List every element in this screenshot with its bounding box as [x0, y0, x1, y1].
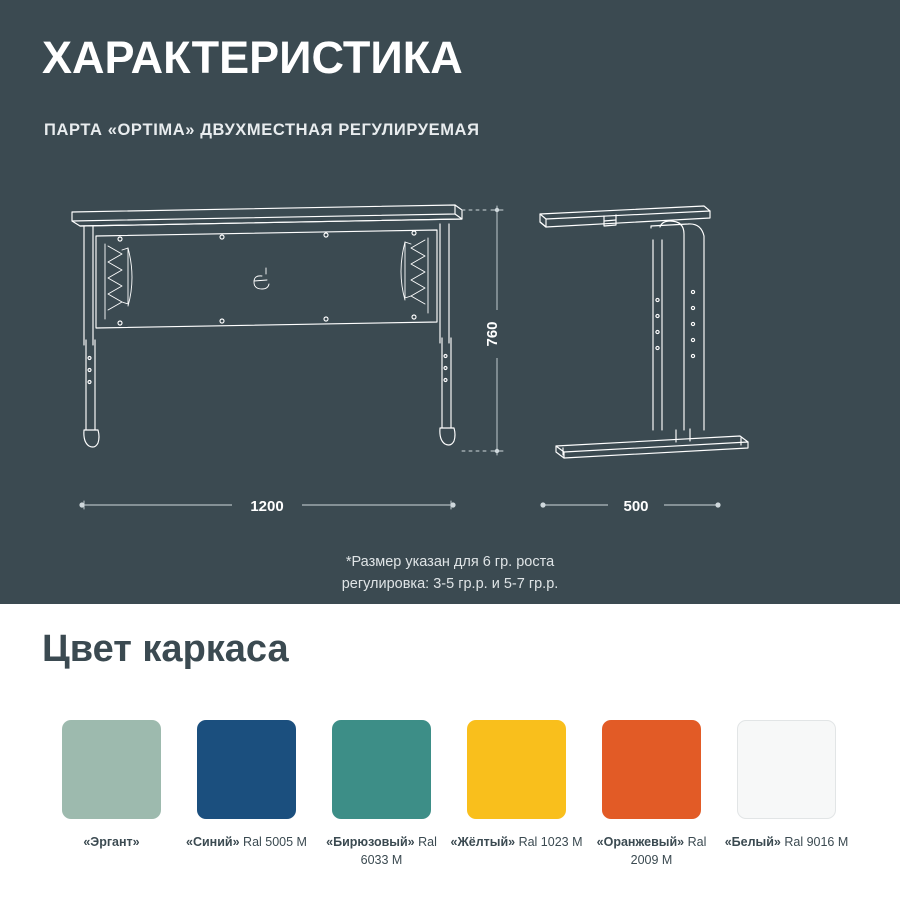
drawing-svg [0, 180, 900, 540]
color-swatch-code: Ral 9016 М [784, 835, 849, 849]
page-subtitle: ПАРТА «OPTIMA» ДВУХМЕСТНАЯ РЕГУЛИРУЕМАЯ [44, 121, 480, 139]
drawing-note [0, 551, 900, 596]
page-title: ХАРАКТЕРИСТИКА [42, 32, 463, 83]
front-view-desk [72, 205, 462, 447]
color-swatch-yellow[interactable] [467, 720, 566, 819]
color-swatch-item[interactable] [179, 720, 314, 869]
color-swatch-name: «Синий» [186, 835, 240, 849]
color-swatch-label [721, 833, 853, 851]
color-swatch-code: Ral 5005 М [243, 835, 307, 849]
color-swatch-item[interactable] [44, 720, 179, 869]
color-swatch-turquoise[interactable] [332, 720, 431, 819]
side-view-desk [540, 206, 748, 458]
color-swatch-name: «Жёлтый» [450, 835, 516, 849]
dimension-lines [79, 206, 720, 509]
dimension-depth-label: 500 [623, 498, 649, 515]
color-swatch-code: Ral 2009 М [630, 835, 707, 868]
color-swatch-label [451, 833, 583, 851]
color-swatch-code: Ral 6033 М [360, 835, 437, 868]
section-title: Цвет каркаса [42, 628, 289, 670]
drawing-note-line-2: регулировка: 3-5 гр.р. и 5-7 гр.р. [341, 576, 559, 593]
color-swatch-name: «Белый» [724, 835, 781, 849]
color-swatch-white[interactable] [737, 720, 836, 819]
color-swatch-name: «Эргант» [83, 835, 140, 849]
color-swatch-item[interactable] [449, 720, 584, 869]
technical-drawing [0, 180, 900, 540]
color-swatch-label [316, 833, 448, 869]
color-swatch-name: «Бирюзовый» [326, 835, 415, 849]
color-swatch-blue[interactable] [197, 720, 296, 819]
color-swatch-label [46, 833, 178, 851]
frame-color-panel [0, 604, 900, 900]
color-swatch-label [181, 833, 313, 851]
color-swatch-name: «Оранжевый» [596, 835, 685, 849]
color-swatch-ergant[interactable] [62, 720, 161, 819]
color-swatch-orange[interactable] [602, 720, 701, 819]
color-swatch-code: Ral 1023 М [518, 835, 583, 849]
drawing-note-line-1: *Размер указан для 6 гр. роста [345, 554, 555, 570]
dimension-height-label: 760 [484, 321, 501, 347]
color-swatch-list [44, 720, 856, 869]
dimension-width-label: 1200 [250, 498, 284, 515]
color-swatch-item[interactable] [719, 720, 854, 869]
color-swatch-label [586, 833, 718, 869]
color-swatch-item[interactable] [314, 720, 449, 869]
color-swatch-item[interactable] [584, 720, 719, 869]
